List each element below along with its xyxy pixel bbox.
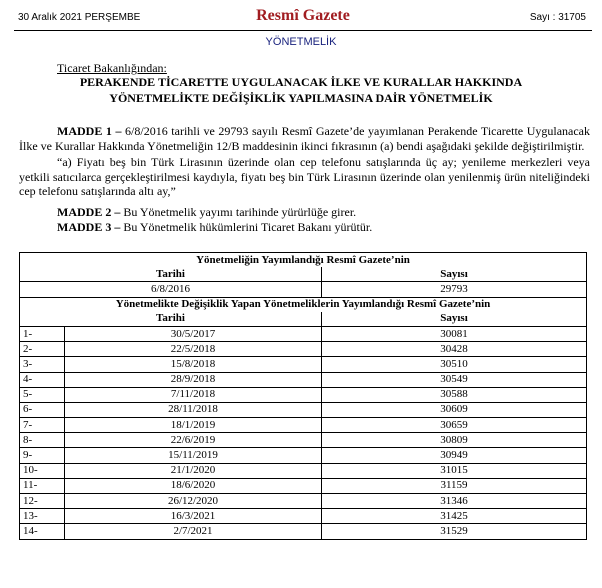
article-2-label: MADDE 2 – (57, 205, 121, 219)
regulation-title-line2: YÖNETMELİKTE DEĞİŞİKLİK YAPILMASINA DAİR YÖNETMELİK (109, 91, 493, 105)
amendment-index: 5- (20, 387, 65, 402)
amendment-index: 2- (20, 342, 65, 357)
col-date-header: Tarihi (20, 312, 322, 327)
amendment-index: 4- (20, 372, 65, 387)
amendment-date: 30/5/2017 (65, 326, 322, 341)
table-row (20, 372, 587, 387)
amendment-number: 30659 (322, 418, 587, 433)
article-1 (19, 124, 590, 153)
col-date-header: Tarihi (20, 267, 322, 282)
amendment-index: 9- (20, 448, 65, 463)
amendment-date: 22/6/2019 (65, 433, 322, 448)
table-row (20, 509, 587, 524)
table-row (20, 387, 587, 402)
issue-number: Sayı : 31705 (529, 12, 586, 23)
amendment-index: 3- (20, 357, 65, 372)
table-row (20, 357, 587, 372)
table-row (20, 418, 587, 433)
article-3-label: MADDE 3 – (57, 220, 121, 234)
amendment-number: 30081 (322, 326, 587, 341)
amendment-date: 16/3/2021 (65, 509, 322, 524)
amendment-number: 31529 (322, 524, 587, 539)
amendment-number: 30428 (322, 342, 587, 357)
col-number-header: Sayısı (322, 267, 587, 282)
amendment-index: 7- (20, 418, 65, 433)
article-1-text: 6/8/2016 tarihli ve 29793 sayılı Resmî Gazete’de yayımlanan Perakende Ticarette Uygulanacak İlke ve Kurallar Hakkında Yönetmeliğin 12/B maddesinin ikinci fıkrasının (a) bendi aşağıdaki şekilde değiştirilmiştir. (19, 124, 591, 153)
col-number-header: Sayısı (322, 312, 587, 327)
amendment-number: 31346 (322, 494, 587, 509)
amendment-date: 18/1/2019 (65, 418, 322, 433)
amendment-date: 2/7/2021 (65, 524, 322, 539)
amendment-date: 15/11/2019 (65, 448, 322, 463)
table-row (20, 402, 587, 417)
amendment-number: 30949 (322, 448, 587, 463)
amendment-date: 28/9/2018 (65, 372, 322, 387)
amendment-date: 7/11/2018 (65, 387, 322, 402)
amendment-number: 30609 (322, 402, 587, 417)
ministry-name: Ticaret Bakanlığından: (57, 61, 167, 75)
amendment-date: 18/6/2020 (65, 478, 322, 493)
amendment-number: 30549 (322, 372, 587, 387)
table-row (20, 448, 587, 463)
table-row (20, 433, 587, 448)
article-2-text: Bu Yönetmelik yayımı tarihinde yürürlüğe girer. (120, 205, 357, 219)
amendment-index: 12- (20, 494, 65, 509)
amendment-date: 26/12/2020 (65, 494, 322, 509)
article-1-quote: “a) Fiyatı beş bin Türk Lirasının üzerinde olan cep telefonu satışlarında üç ay; yenileme merkezleri veya yetkili satıcılarca gerçekleştirilmesi kaydıyla, fiyatı beş bin Türk Lirasının üzerinde olan yenilenmiş ürün niteliğindeki cep telefonu satışlarında altı ay,” (19, 155, 590, 199)
gazette-history-table (19, 252, 587, 540)
amendment-date: 28/11/2018 (65, 402, 322, 417)
amendment-number: 30510 (322, 357, 587, 372)
amendment-index: 13- (20, 509, 65, 524)
header-date: 30 Aralık 2021 PERŞEMBE (18, 12, 141, 23)
amendment-index: 1- (20, 326, 65, 341)
article-3-text: Bu Yönetmelik hükümlerini Ticaret Bakanı yürütür. (120, 220, 373, 234)
original-number: 29793 (322, 282, 587, 297)
table-row (20, 326, 587, 341)
amendment-date: 15/8/2018 (65, 357, 322, 372)
regulation-title-line1: PERAKENDE TİCARETTE UYGULANACAK İLKE VE KURALLAR HAKKINDA (79, 75, 523, 89)
amendment-index: 8- (20, 433, 65, 448)
amendment-index: 14- (20, 524, 65, 539)
amendment-date: 21/1/2020 (65, 463, 322, 478)
original-date: 6/8/2016 (20, 282, 322, 297)
amendment-number: 31015 (322, 463, 587, 478)
section-title: YÖNETMELİK (265, 36, 337, 48)
header-divider (14, 30, 592, 31)
article-3 (19, 220, 590, 235)
amendment-index: 11- (20, 478, 65, 493)
table-heading-amendments: Yönetmelikte Değişiklik Yapan Yönetmeliklerin Yayımlandığı Resmî Gazete’nin (20, 297, 587, 312)
amendment-index: 10- (20, 463, 65, 478)
page-header (14, 7, 592, 29)
amendment-number: 30809 (322, 433, 587, 448)
amendment-index: 6- (20, 402, 65, 417)
table-row (20, 524, 587, 539)
table-row (20, 494, 587, 509)
amendment-number: 31159 (322, 478, 587, 493)
table-heading-original: Yönetmeliğin Yayımlandığı Resmî Gazete’nin (20, 253, 587, 268)
table-row (20, 463, 587, 478)
table-row (20, 478, 587, 493)
gazette-name: Resmî Gazete (256, 7, 350, 24)
amendment-number: 31425 (322, 509, 587, 524)
amendment-date: 22/5/2018 (65, 342, 322, 357)
article-2 (19, 205, 590, 220)
amendment-number: 30588 (322, 387, 587, 402)
article-1-label: MADDE 1 – (57, 124, 122, 138)
table-row (20, 342, 587, 357)
